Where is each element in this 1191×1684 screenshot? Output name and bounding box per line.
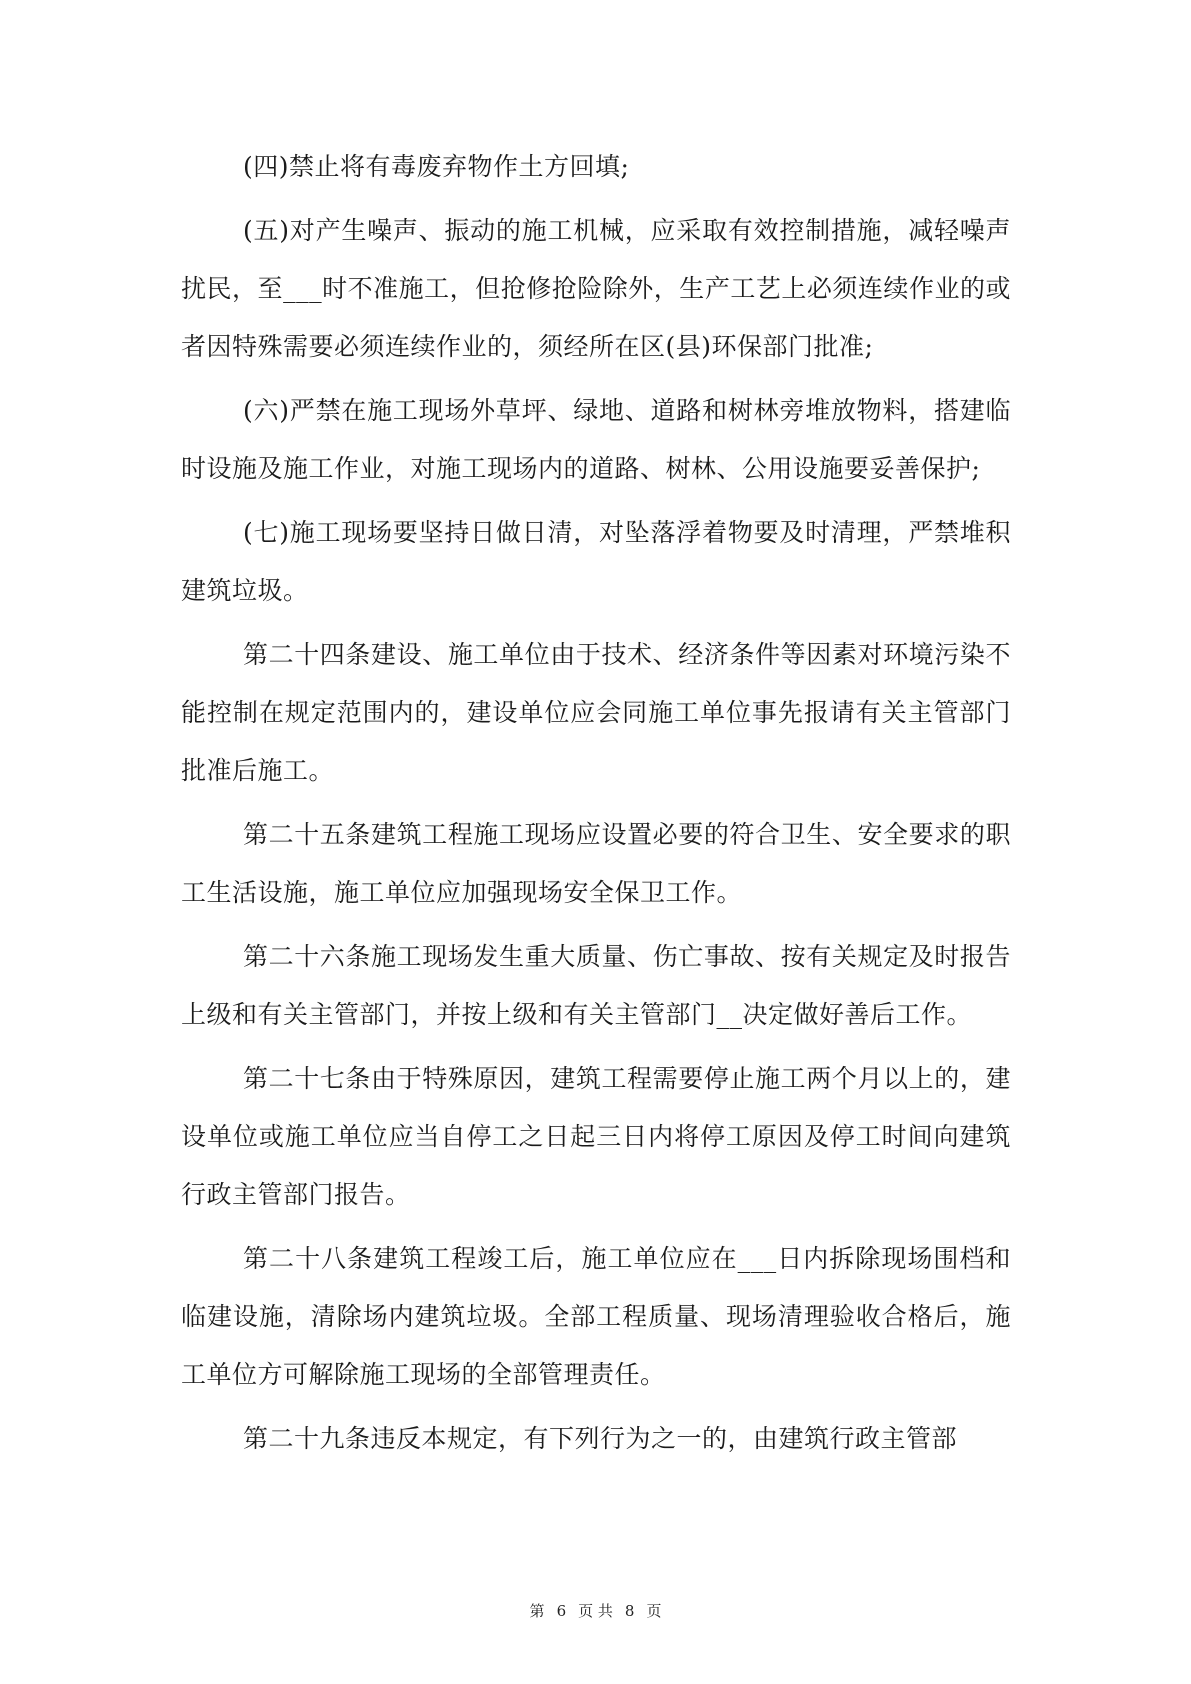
- paragraph: (四)禁止将有毒废弃物作土方回填;: [243, 152, 630, 181]
- paragraph: 第二十五条建筑工程施工现场应设置必要的符合卫生、安全要求的职工生活设施，施工单位应加强现场安全保卫工作。: [181, 820, 1011, 907]
- paragraph: 第二十八条建筑工程竣工后，施工单位应在___日内拆除现场围档和临建设施，清除场内建筑垃圾。全部工程质量、现场清理验收合格后，施工单位方可解除施工现场的全部管理责任。: [181, 1244, 1011, 1389]
- paragraph: 第二十九条违反本规定，有下列行为之一的，由建筑行政主管部: [243, 1424, 958, 1453]
- page-number: 6: [556, 1602, 567, 1620]
- footer-suffix: 页: [646, 1602, 662, 1620]
- paragraph: (五)对产生噪声、振动的施工机械，应采取有效控制措施，减轻噪声扰民，至___时不准施工，但抢修抢险除外，生产工艺上必须连续作业的或者因特殊需要必须连续作业的，须经所在区(县)环保部门批准;: [181, 216, 1011, 361]
- page-total: 8: [624, 1602, 635, 1620]
- footer-prefix: 第: [529, 1602, 545, 1620]
- document-body: [181, 138, 1011, 1474]
- paragraph: 第二十七条由于特殊原因，建筑工程需要停止施工两个月以上的，建设单位或施工单位应当自停工之日起三日内将停工原因及停工时间向建筑行政主管部门报告。: [181, 1064, 1011, 1209]
- paragraph: 第二十四条建设、施工单位由于技术、经济条件等因素对环境污染不能控制在规定范围内的，建设单位应会同施工单位事先报请有关主管部门批准后施工。: [181, 640, 1011, 785]
- paragraph: 第二十六条施工现场发生重大质量、伤亡事故、按有关规定及时报告上级和有关主管部门，并按上级和有关主管部门__决定做好善后工作。: [181, 942, 1011, 1029]
- page-footer: [0, 1600, 1191, 1621]
- paragraph: (六)严禁在施工现场外草坪、绿地、道路和树林旁堆放物料，搭建临时设施及施工作业，对施工现场内的道路、树林、公用设施要妥善保护;: [181, 396, 1011, 483]
- footer-middle: 页 共: [578, 1602, 613, 1620]
- paragraph: (七)施工现场要坚持日做日清，对坠落浮着物要及时清理，严禁堆积建筑垃圾。: [181, 518, 1011, 605]
